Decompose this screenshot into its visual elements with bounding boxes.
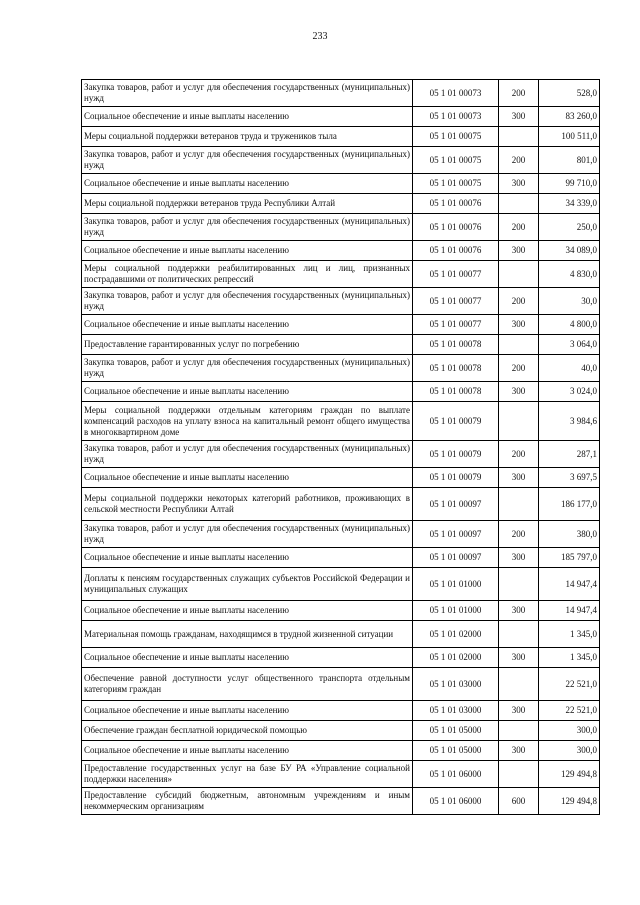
amount-cell: 83 260,0 [539, 107, 600, 127]
expense-type-cell [499, 668, 539, 701]
amount-cell: 300,0 [539, 741, 600, 761]
table-row [82, 194, 600, 214]
expense-type-cell [499, 335, 539, 355]
expense-name-cell: Социальное обеспечение и иные выплаты населению [82, 741, 413, 761]
target-code-cell: 05 1 01 03000 [413, 668, 499, 701]
table-row [82, 127, 600, 147]
amount-cell: 4 830,0 [539, 261, 600, 288]
amount-cell: 3 024,0 [539, 382, 600, 402]
target-code-cell: 05 1 01 05000 [413, 721, 499, 741]
expense-name-cell: Социальное обеспечение и иные выплаты населению [82, 107, 413, 127]
expense-name-cell: Доплаты к пенсиям государственных служащих субъектов Российской Федерации и муниципальных служащих [82, 568, 413, 601]
target-code-cell: 05 1 01 00075 [413, 127, 499, 147]
table-row [82, 402, 600, 441]
expense-name-cell: Социальное обеспечение и иные выплаты населению [82, 241, 413, 261]
expense-name-cell: Социальное обеспечение и иные выплаты населению [82, 648, 413, 668]
table-row [82, 721, 600, 741]
amount-cell: 40,0 [539, 355, 600, 382]
target-code-cell: 05 1 01 06000 [413, 788, 499, 815]
expense-type-cell: 200 [499, 214, 539, 241]
expense-name-cell: Социальное обеспечение и иные выплаты населению [82, 601, 413, 621]
target-code-cell: 05 1 01 02000 [413, 648, 499, 668]
expense-type-cell: 300 [499, 701, 539, 721]
expense-name-cell: Социальное обеспечение и иные выплаты населению [82, 701, 413, 721]
table-row [82, 214, 600, 241]
target-code-cell: 05 1 01 00076 [413, 194, 499, 214]
target-code-cell: 05 1 01 00073 [413, 107, 499, 127]
expense-type-cell [499, 621, 539, 648]
target-code-cell: 05 1 01 00078 [413, 355, 499, 382]
expense-name-cell: Закупка товаров, работ и услуг для обеспечения государственных (муниципальных) нужд [82, 288, 413, 315]
expense-type-cell: 200 [499, 80, 539, 107]
amount-cell: 129 494,8 [539, 761, 600, 788]
expense-name-cell: Закупка товаров, работ и услуг для обеспечения государственных (муниципальных) нужд [82, 441, 413, 468]
expense-name-cell: Меры социальной поддержки отдельным категориям граждан по выплате компенсаций расходов на уплату взноса на капитальный ремонт общего имущества в многоквартирном доме [82, 402, 413, 441]
expense-name-cell: Закупка товаров, работ и услуг для обеспечения государственных (муниципальных) нужд [82, 147, 413, 174]
expense-type-cell [499, 761, 539, 788]
amount-cell: 14 947,4 [539, 601, 600, 621]
table-row [82, 788, 600, 815]
table-row [82, 441, 600, 468]
expense-type-cell: 300 [499, 741, 539, 761]
target-code-cell: 05 1 01 02000 [413, 621, 499, 648]
expense-type-cell: 300 [499, 174, 539, 194]
expense-name-cell: Социальное обеспечение и иные выплаты населению [82, 548, 413, 568]
expense-type-cell [499, 127, 539, 147]
amount-cell: 3 984,6 [539, 402, 600, 441]
target-code-cell: 05 1 01 00077 [413, 315, 499, 335]
expense-type-cell [499, 402, 539, 441]
table-row [82, 382, 600, 402]
target-code-cell: 05 1 01 00079 [413, 402, 499, 441]
expense-type-cell: 200 [499, 441, 539, 468]
target-code-cell: 05 1 01 01000 [413, 601, 499, 621]
amount-cell: 14 947,4 [539, 568, 600, 601]
expense-type-cell: 300 [499, 241, 539, 261]
amount-cell: 1 345,0 [539, 648, 600, 668]
target-code-cell: 05 1 01 06000 [413, 761, 499, 788]
table-row [82, 288, 600, 315]
amount-cell: 100 511,0 [539, 127, 600, 147]
table-row [82, 315, 600, 335]
expense-type-cell: 300 [499, 468, 539, 488]
amount-cell: 186 177,0 [539, 488, 600, 521]
expense-type-cell: 200 [499, 147, 539, 174]
target-code-cell: 05 1 01 00078 [413, 335, 499, 355]
expense-type-cell: 300 [499, 315, 539, 335]
expense-name-cell: Предоставление гарантированных услуг по погребению [82, 335, 413, 355]
expense-type-cell: 300 [499, 107, 539, 127]
table-row [82, 355, 600, 382]
table-row [82, 568, 600, 601]
target-code-cell: 05 1 01 00076 [413, 214, 499, 241]
expense-name-cell: Меры социальной поддержки ветеранов труда и тружеников тыла [82, 127, 413, 147]
target-code-cell: 05 1 01 00079 [413, 468, 499, 488]
amount-cell: 185 797,0 [539, 548, 600, 568]
table-row [82, 521, 600, 548]
expense-name-cell: Социальное обеспечение и иные выплаты населению [82, 174, 413, 194]
table-row [82, 621, 600, 648]
expense-type-cell [499, 721, 539, 741]
expense-name-cell: Закупка товаров, работ и услуг для обеспечения государственных (муниципальных) нужд [82, 355, 413, 382]
expense-name-cell: Социальное обеспечение и иные выплаты населению [82, 382, 413, 402]
amount-cell: 3 697,5 [539, 468, 600, 488]
budget-table [81, 79, 600, 815]
expense-name-cell: Предоставление субсидий бюджетным, автономным учреждениям и иным некоммерческим организациям [82, 788, 413, 815]
target-code-cell: 05 1 01 00078 [413, 382, 499, 402]
expense-type-cell: 200 [499, 288, 539, 315]
target-code-cell: 05 1 01 00077 [413, 261, 499, 288]
expense-type-cell: 600 [499, 788, 539, 815]
expense-name-cell: Социальное обеспечение и иные выплаты населению [82, 468, 413, 488]
page-number: 233 [312, 31, 328, 42]
expense-name-cell: Обеспечение равной доступности услуг общественного транспорта отдельным категориям граждан [82, 668, 413, 701]
expense-name-cell: Меры социальной поддержки ветеранов труда Республики Алтай [82, 194, 413, 214]
table-row [82, 80, 600, 107]
expense-name-cell: Предоставление государственных услуг на базе БУ РА «Управление социальной поддержки населения» [82, 761, 413, 788]
expense-name-cell: Закупка товаров, работ и услуг для обеспечения государственных (муниципальных) нужд [82, 214, 413, 241]
expense-name-cell: Меры социальной поддержки некоторых категорий работников, проживающих в сельской местности Республики Алтай [82, 488, 413, 521]
table-row [82, 548, 600, 568]
table-row [82, 488, 600, 521]
target-code-cell: 05 1 01 00075 [413, 147, 499, 174]
amount-cell: 22 521,0 [539, 701, 600, 721]
expense-name-cell: Меры социальной поддержки реабилитированных лиц и лиц, признанных пострадавшими от политических репрессий [82, 261, 413, 288]
expense-type-cell: 200 [499, 355, 539, 382]
expense-name-cell: Материальная помощь гражданам, находящимся в трудной жизненной ситуации [82, 621, 413, 648]
expense-type-cell: 300 [499, 548, 539, 568]
expense-type-cell [499, 194, 539, 214]
expense-type-cell: 200 [499, 521, 539, 548]
target-code-cell: 05 1 01 00079 [413, 441, 499, 468]
table-row [82, 335, 600, 355]
amount-cell: 300,0 [539, 721, 600, 741]
target-code-cell: 05 1 01 05000 [413, 741, 499, 761]
expense-name-cell: Обеспечение граждан бесплатной юридической помощью [82, 721, 413, 741]
amount-cell: 4 800,0 [539, 315, 600, 335]
expense-type-cell [499, 261, 539, 288]
amount-cell: 528,0 [539, 80, 600, 107]
amount-cell: 22 521,0 [539, 668, 600, 701]
table-row [82, 147, 600, 174]
expense-type-cell: 300 [499, 648, 539, 668]
table-row [82, 174, 600, 194]
target-code-cell: 05 1 01 01000 [413, 568, 499, 601]
expense-type-cell [499, 568, 539, 601]
expense-name-cell: Социальное обеспечение и иные выплаты населению [82, 315, 413, 335]
amount-cell: 287,1 [539, 441, 600, 468]
table-row [82, 761, 600, 788]
table-row [82, 601, 600, 621]
table-row [82, 468, 600, 488]
amount-cell: 250,0 [539, 214, 600, 241]
expense-name-cell: Закупка товаров, работ и услуг для обеспечения государственных (муниципальных) нужд [82, 80, 413, 107]
table-row [82, 648, 600, 668]
expense-type-cell: 300 [499, 382, 539, 402]
amount-cell: 129 494,8 [539, 788, 600, 815]
amount-cell: 30,0 [539, 288, 600, 315]
amount-cell: 99 710,0 [539, 174, 600, 194]
table-row [82, 668, 600, 701]
amount-cell: 380,0 [539, 521, 600, 548]
target-code-cell: 05 1 01 00073 [413, 80, 499, 107]
target-code-cell: 05 1 01 00097 [413, 488, 499, 521]
table-row [82, 107, 600, 127]
amount-cell: 801,0 [539, 147, 600, 174]
budget-table-body [82, 80, 600, 815]
table-row [82, 741, 600, 761]
target-code-cell: 05 1 01 00076 [413, 241, 499, 261]
amount-cell: 3 064,0 [539, 335, 600, 355]
expense-type-cell [499, 488, 539, 521]
target-code-cell: 05 1 01 00075 [413, 174, 499, 194]
target-code-cell: 05 1 01 00077 [413, 288, 499, 315]
target-code-cell: 05 1 01 00097 [413, 521, 499, 548]
target-code-cell: 05 1 01 00097 [413, 548, 499, 568]
expense-name-cell: Закупка товаров, работ и услуг для обеспечения государственных (муниципальных) нужд [82, 521, 413, 548]
amount-cell: 1 345,0 [539, 621, 600, 648]
table-row [82, 701, 600, 721]
table-row [82, 261, 600, 288]
expense-type-cell: 300 [499, 601, 539, 621]
amount-cell: 34 339,0 [539, 194, 600, 214]
table-row [82, 241, 600, 261]
amount-cell: 34 089,0 [539, 241, 600, 261]
target-code-cell: 05 1 01 03000 [413, 701, 499, 721]
